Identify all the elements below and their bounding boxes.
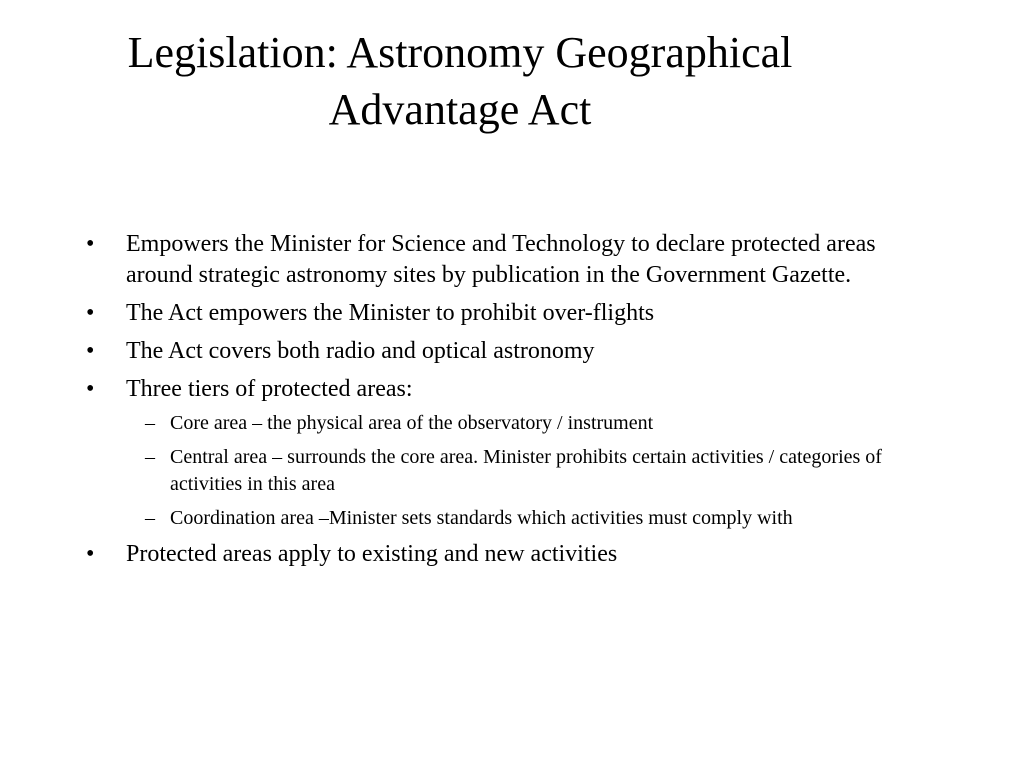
slide-title-line-2: Advantage Act bbox=[328, 85, 592, 134]
sub-bullet-text: Core area – the physical area of the observatory / instrument bbox=[170, 412, 654, 434]
dash-marker: – bbox=[145, 412, 155, 434]
bullet-marker: • bbox=[86, 300, 95, 326]
bullet-marker: • bbox=[86, 541, 95, 567]
bullet-marker: • bbox=[86, 231, 95, 257]
sub-bullet-item-1 bbox=[126, 410, 946, 437]
sub-bullet-list bbox=[126, 410, 946, 532]
bullet-text: Protected areas apply to existing and new activities bbox=[126, 541, 618, 567]
bullet-item-2 bbox=[86, 298, 946, 329]
bullet-marker: • bbox=[86, 338, 95, 364]
dash-marker: – bbox=[145, 507, 155, 529]
bullet-item-4 bbox=[86, 374, 946, 532]
slide-title-line-1: Legislation: Astronomy Geographical bbox=[127, 28, 793, 77]
sub-bullet-item-3 bbox=[126, 505, 946, 532]
sub-bullet-item-2 bbox=[126, 444, 946, 498]
bullet-item-5 bbox=[86, 539, 946, 570]
sub-bullet-text: Coordination area –Minister sets standards which activities must comply with bbox=[170, 507, 793, 529]
sub-bullet-text: Central area – surrounds the core area. Minister prohibits certain activities / categories of activities in this area bbox=[170, 446, 882, 495]
bullet-item-3 bbox=[86, 336, 946, 367]
bullet-text: Three tiers of protected areas: bbox=[126, 376, 413, 402]
bullet-text: The Act covers both radio and optical astronomy bbox=[126, 338, 595, 364]
bullet-text: Empowers the Minister for Science and Technology to declare protected areas around strategic astronomy sites by publication in the Government Gazette. bbox=[126, 231, 876, 288]
bullet-list bbox=[86, 229, 946, 577]
bullet-item-1 bbox=[86, 229, 946, 291]
dash-marker: – bbox=[145, 446, 155, 468]
slide-title bbox=[40, 24, 880, 138]
bullet-marker: • bbox=[86, 376, 95, 402]
bullet-text: The Act empowers the Minister to prohibit over-flights bbox=[126, 300, 655, 326]
